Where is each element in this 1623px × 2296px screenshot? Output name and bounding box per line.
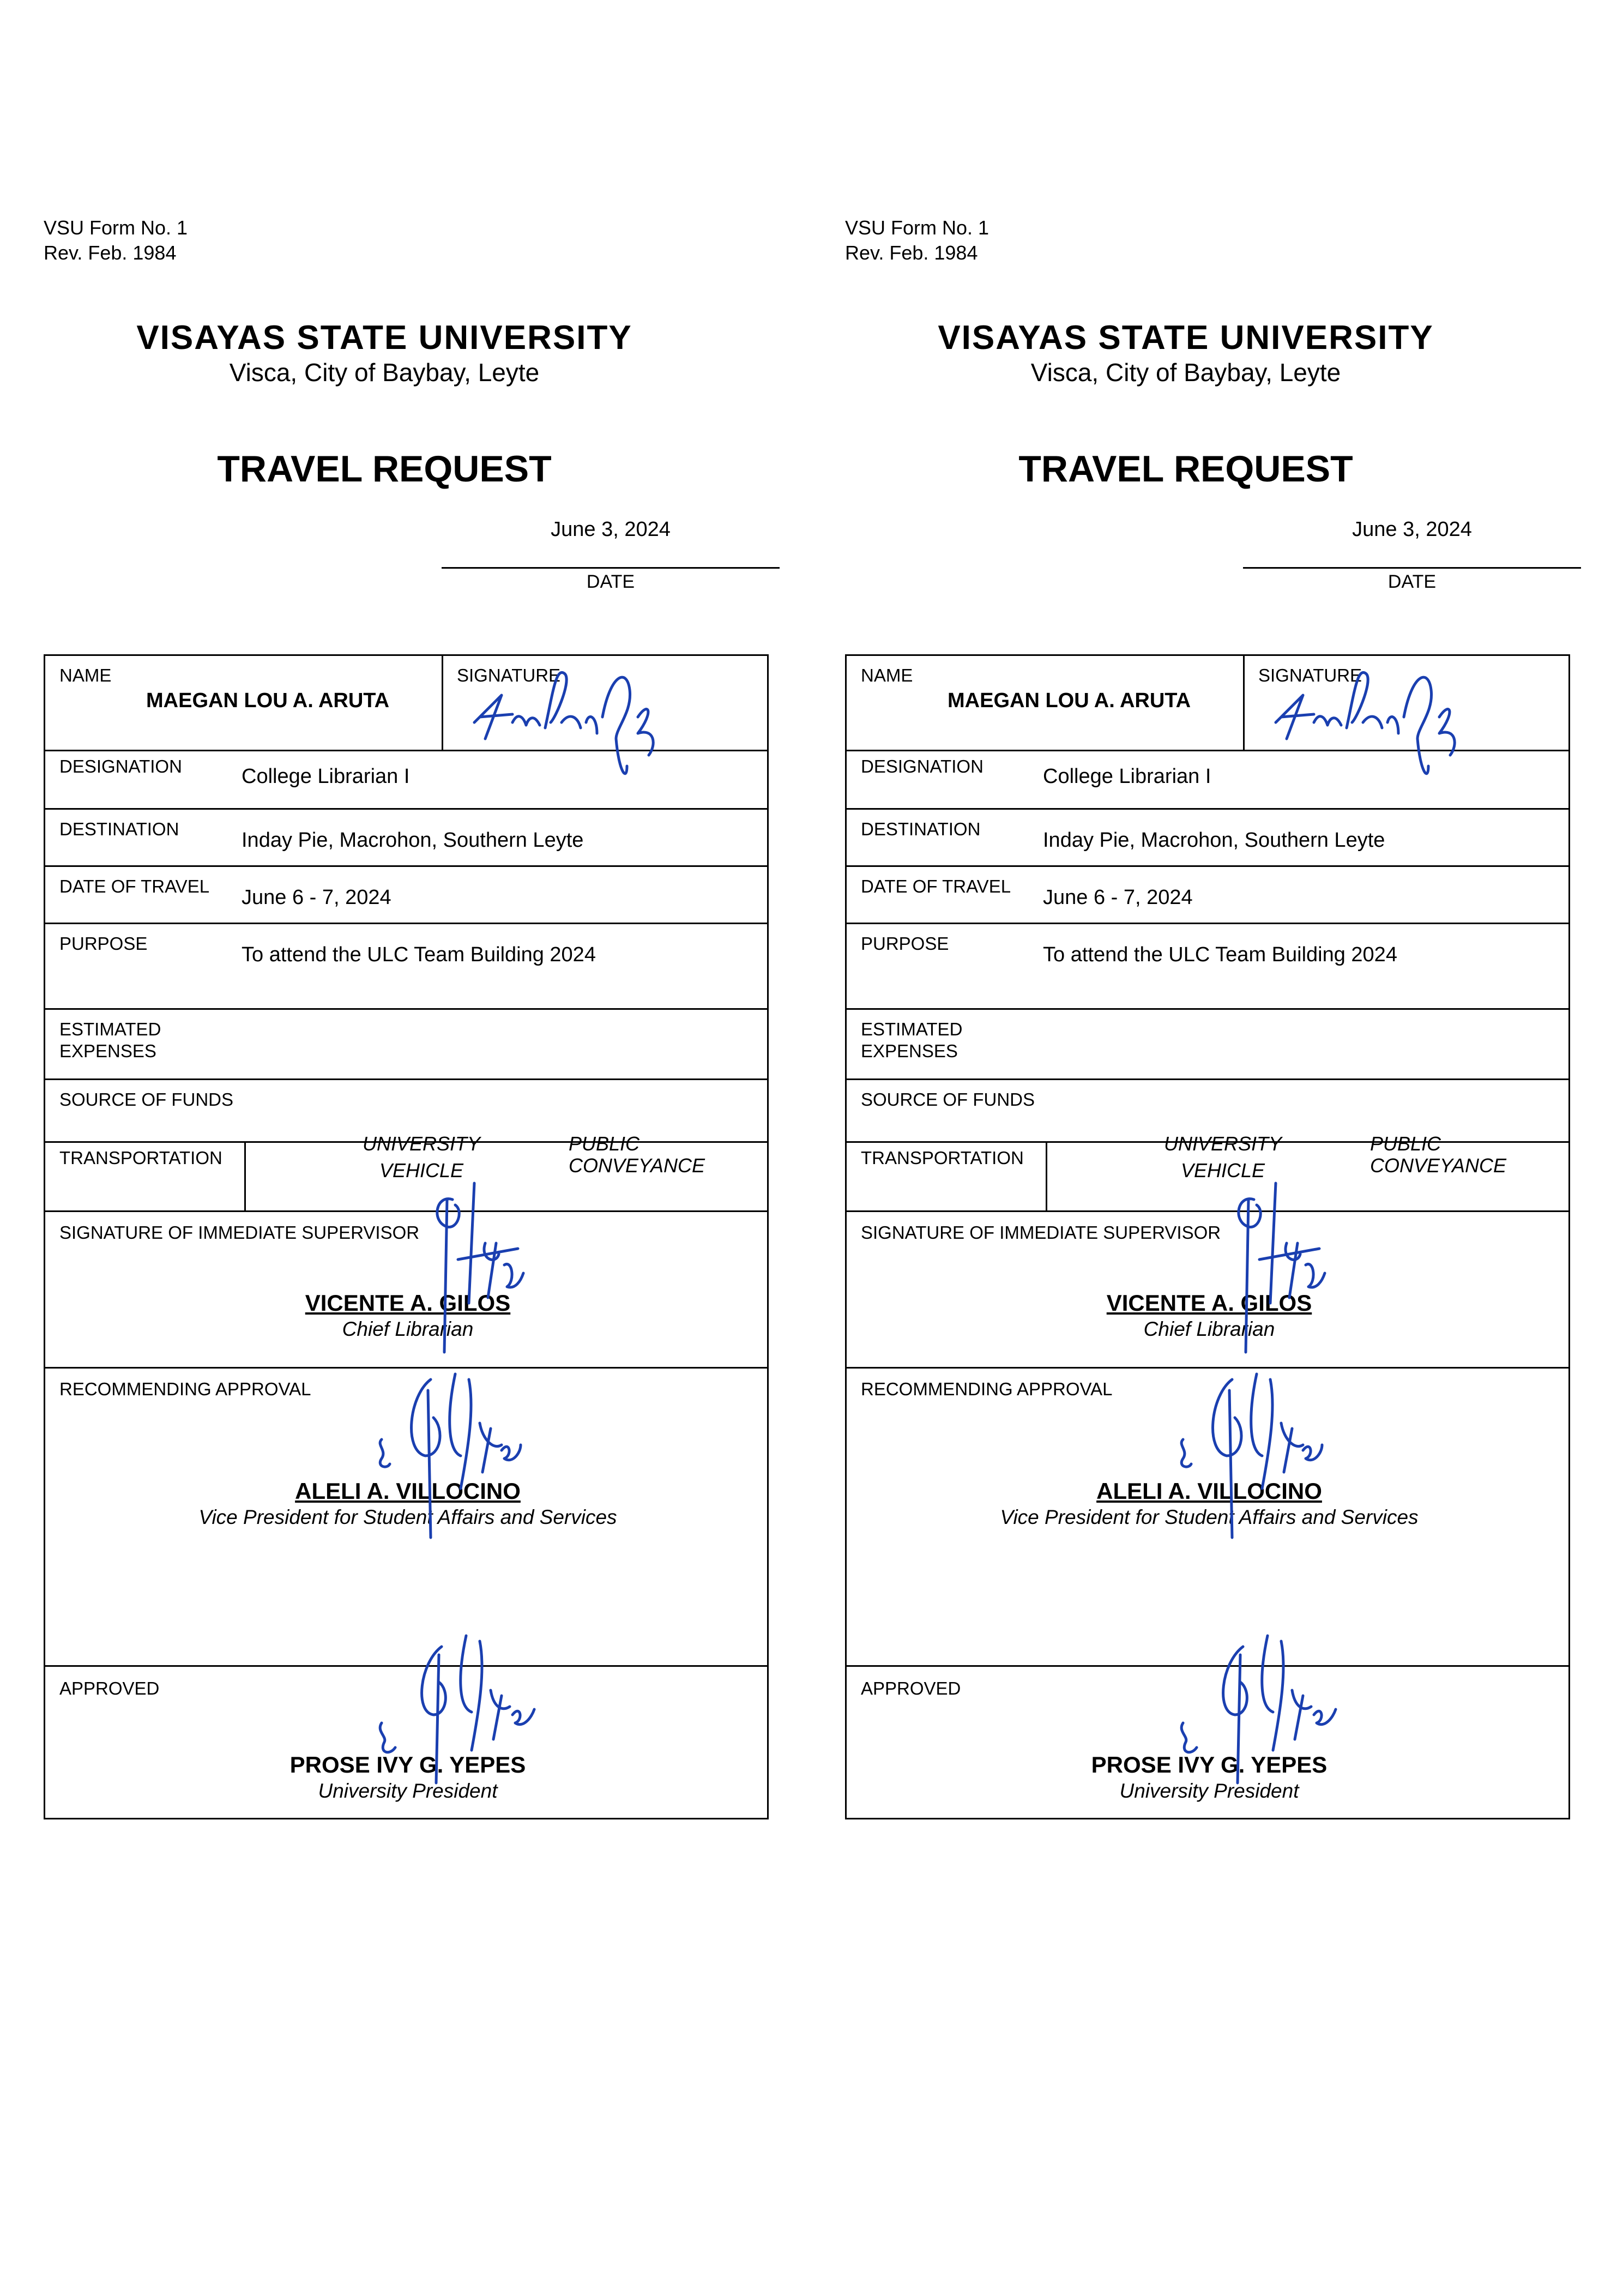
- designation-label: DESIGNATION: [861, 756, 984, 776]
- recommending-signature-icon: [1167, 1363, 1341, 1543]
- purpose-row: [44, 923, 769, 1010]
- approved-label: APPROVED: [861, 1678, 961, 1698]
- recommending-position: Vice President for Student Affairs and Services: [198, 1506, 617, 1528]
- recommending-position: Vice President for Student Affairs and Services: [1000, 1506, 1419, 1528]
- form-number: [845, 215, 989, 266]
- date-label: DATE: [586, 571, 635, 592]
- destination-value: Inday Pie, Macrohon, Southern Leyte: [242, 829, 584, 852]
- university-address: Visca, City of Baybay, Leyte: [229, 358, 540, 387]
- transportation-label: TRANSPORTATION: [59, 1148, 222, 1168]
- form-rev-text: Rev. Feb. 1984: [845, 242, 978, 264]
- recommending-signature-icon: [365, 1363, 540, 1543]
- purpose-label: PURPOSE: [861, 933, 949, 954]
- designation-value: College Librarian I: [1043, 765, 1211, 788]
- requester-signature-icon: [1265, 657, 1494, 782]
- purpose-label: PURPOSE: [59, 933, 148, 954]
- signature-label: SIGNATURE: [457, 665, 561, 685]
- name-divider: [1243, 656, 1245, 750]
- supervisor-signature-icon: [1194, 1178, 1357, 1358]
- date-value: June 3, 2024: [1352, 518, 1472, 541]
- approved-name: PROSE IVY G. YEPES: [1091, 1752, 1328, 1777]
- travel-request-copy-right: [840, 0, 1570, 1854]
- form-table: [845, 654, 1573, 1819]
- transportation-divider: [244, 1143, 246, 1210]
- estimated-expenses-row: [845, 1008, 1570, 1080]
- estimated-expenses-label: [59, 1019, 161, 1062]
- travel-request-copy-left: [38, 0, 769, 1854]
- transportation-divider: [1046, 1143, 1047, 1210]
- date-value: June 3, 2024: [551, 518, 671, 541]
- purpose-row: [845, 923, 1570, 1010]
- form-no-text: VSU Form No. 1: [845, 216, 990, 239]
- supervisor-name: VICENTE A. GILOS: [305, 1290, 511, 1316]
- estimated-expenses-label-line-2: EXPENSES: [59, 1041, 156, 1061]
- approved-label: APPROVED: [59, 1678, 160, 1698]
- approved-position: University President: [1119, 1780, 1299, 1802]
- transport-option-1a: UNIVERSITY: [362, 1132, 481, 1155]
- date-of-travel-value: June 6 - 7, 2024: [1043, 886, 1193, 909]
- transport-option-1b: VEHICLE: [1180, 1159, 1265, 1182]
- designation-label: DESIGNATION: [59, 756, 182, 776]
- supervisor-position: Chief Librarian: [1143, 1318, 1275, 1340]
- estimated-expenses-label-line-2: EXPENSES: [861, 1041, 958, 1061]
- name-label: NAME: [59, 665, 112, 685]
- university-name: VISAYAS STATE UNIVERSITY: [938, 319, 1434, 357]
- estimated-expenses-row: [44, 1008, 769, 1080]
- destination-row: [44, 808, 769, 867]
- source-of-funds-label: SOURCE OF FUNDS: [59, 1089, 234, 1110]
- date-of-travel-label: DATE OF TRAVEL: [59, 876, 210, 896]
- supervisor-name: VICENTE A. GILOS: [1106, 1290, 1312, 1316]
- document-title: TRAVEL REQUEST: [1018, 448, 1353, 490]
- recommending-label: RECOMMENDING APPROVAL: [59, 1379, 311, 1399]
- designation-value: College Librarian I: [242, 765, 410, 788]
- approved-signature-icon: [1172, 1625, 1357, 1788]
- transport-option-1b: VEHICLE: [379, 1159, 464, 1182]
- form-rev-text: Rev. Feb. 1984: [44, 242, 177, 264]
- date-of-travel-label: DATE OF TRAVEL: [861, 876, 1011, 896]
- date-label: DATE: [1387, 571, 1437, 592]
- source-of-funds-label: SOURCE OF FUNDS: [861, 1089, 1035, 1110]
- destination-value: Inday Pie, Macrohon, Southern Leyte: [1043, 829, 1385, 852]
- approved-position: University President: [318, 1780, 498, 1802]
- university-name: VISAYAS STATE UNIVERSITY: [136, 319, 632, 357]
- date-of-travel-row: [845, 865, 1570, 924]
- approved-name: PROSE IVY G. YEPES: [289, 1752, 526, 1777]
- supervisor-signature-icon: [393, 1178, 556, 1358]
- name-divider: [442, 656, 443, 750]
- purpose-value: To attend the ULC Team Building 2024: [242, 943, 596, 966]
- transportation-label: TRANSPORTATION: [861, 1148, 1024, 1168]
- transport-option-public-conveyance: [569, 1132, 770, 1177]
- date-underline: [442, 567, 780, 569]
- purpose-value: To attend the ULC Team Building 2024: [1043, 943, 1397, 966]
- name-label: NAME: [861, 665, 913, 685]
- transport-option-2: PUBLIC CONVEYANCE: [569, 1132, 705, 1177]
- form-no-text: VSU Form No. 1: [44, 216, 188, 239]
- document-title: TRAVEL REQUEST: [217, 448, 552, 490]
- transport-option-1a: UNIVERSITY: [1163, 1132, 1282, 1155]
- date-of-travel-row: [44, 865, 769, 924]
- supervisor-position: Chief Librarian: [342, 1318, 474, 1340]
- transport-option-public-conveyance: [1370, 1132, 1572, 1177]
- requester-signature-icon: [463, 657, 692, 782]
- estimated-expenses-label-line-1: ESTIMATED: [59, 1019, 161, 1039]
- recommending-label: RECOMMENDING APPROVAL: [861, 1379, 1113, 1399]
- form-number: [44, 215, 188, 266]
- destination-label: DESTINATION: [861, 819, 981, 839]
- estimated-expenses-label-line-1: ESTIMATED: [861, 1019, 963, 1039]
- recommending-name: ALELI A. VILLOCINO: [1096, 1478, 1322, 1504]
- estimated-expenses-label: [861, 1019, 962, 1062]
- destination-label: DESTINATION: [59, 819, 179, 839]
- form-table: [44, 654, 772, 1819]
- approved-signature-icon: [371, 1625, 556, 1788]
- recommending-name: ALELI A. VILLOCINO: [295, 1478, 521, 1504]
- name-value: MAEGAN LOU A. ARUTA: [146, 689, 390, 712]
- university-address: Visca, City of Baybay, Leyte: [1030, 358, 1341, 387]
- supervisor-label: SIGNATURE OF IMMEDIATE SUPERVISOR: [59, 1222, 420, 1243]
- date-underline: [1243, 567, 1581, 569]
- supervisor-label: SIGNATURE OF IMMEDIATE SUPERVISOR: [861, 1222, 1221, 1243]
- name-value: MAEGAN LOU A. ARUTA: [948, 689, 1191, 712]
- signature-label: SIGNATURE: [1258, 665, 1362, 685]
- date-of-travel-value: June 6 - 7, 2024: [242, 886, 391, 909]
- transport-option-2: PUBLIC CONVEYANCE: [1370, 1132, 1507, 1177]
- destination-row: [845, 808, 1570, 867]
